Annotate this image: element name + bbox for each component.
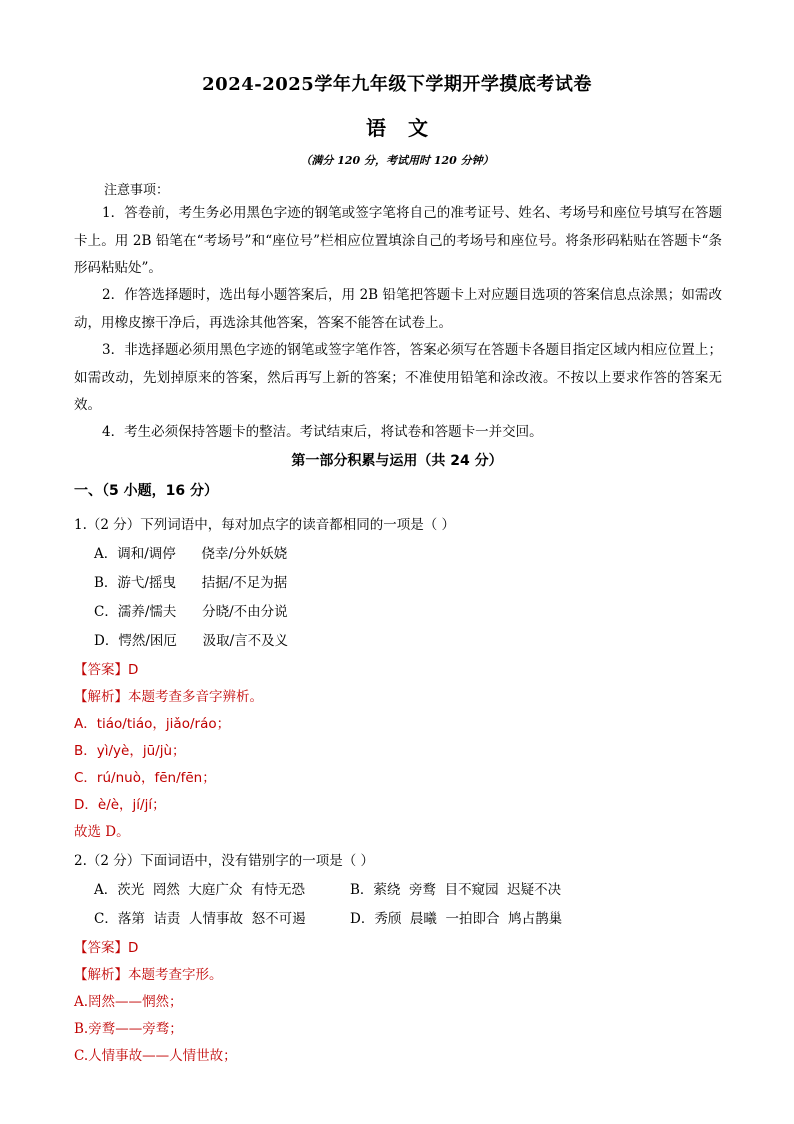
question-1-option-c: C．濡养/懦夫 分晓/不由分说 (94, 604, 288, 620)
analysis-text: 本题考查多音字辨析。 (128, 689, 263, 705)
section-heading: 一、（5 小题，16 分） (74, 483, 218, 499)
answer-value: D (128, 940, 139, 956)
question-2-analysis-line-a: A.罔然——惘然； (74, 994, 183, 1010)
question-1-analysis-line-a: A．tiáo/tiáo，jiǎo/ráo； (74, 716, 231, 732)
analysis-label: 【解析】 (74, 967, 128, 983)
question-1-analysis-line-c: C．rú/nuò，fēn/fēn； (74, 770, 216, 786)
answer-value: D (128, 662, 139, 678)
question-2-option-b: B．萦绕 旁鹜 目不窥园 迟疑不决 (350, 882, 562, 898)
part-title: 第一部分积累与运用（共 24 分） (291, 453, 503, 469)
notice-heading: 注意事项： (104, 183, 170, 198)
analysis-text: 本题考查字形。 (128, 967, 223, 983)
notice-item-4: 4．考生必须保持答题卡的整洁。考试结束后，将试卷和答题卡一并交回。 (102, 424, 543, 440)
question-1-stem: 1.（2 分）下列词语中，每对加点字的读音都相同的一项是（ ） (74, 517, 456, 533)
notice-item-3: 3．非选择题必须用黑色字迹的钢笔或签字笔作答，答案必须写在答题卡各题目指定区域内相应位置上；如需改动，先划掉原来的答案，然后再写上新的答案；不准使用铅笔和涂改液。不按以上要求作答的答案无效。 (74, 342, 722, 413)
question-1-option-a: A．调和/调停 侥幸/分外妖娆 (94, 546, 288, 562)
analysis-label: 【解析】 (74, 689, 128, 705)
question-2-option-d: D．秀颀 晨曦 一拍即合 鸠占鹊巢 (350, 911, 563, 927)
answer-label: 【答案】 (74, 940, 128, 956)
question-1-option-d: D．愕然/困厄 汲取/言不及义 (94, 633, 289, 649)
question-2-analysis-line-b: B.旁鹜——旁骛； (74, 1021, 183, 1037)
question-2-option-c: C．落第 诘责 人情事故 怒不可遏 (94, 911, 306, 927)
question-1-conclusion: 故选 D。 (74, 824, 130, 840)
exam-title: 2024-2025学年九年级下学期开学摸底考试卷 (202, 74, 592, 95)
question-2-analysis (74, 963, 223, 983)
question-1-analysis (74, 685, 263, 705)
question-1-analysis-line-b: B．yì/yè，jū/jù； (74, 743, 186, 759)
question-1-option-b: B．游弋/摇曳 拮据/不足为据 (94, 575, 288, 591)
question-2-analysis-line-c: C.人情事故——人情世故； (74, 1048, 237, 1064)
question-1-analysis-line-d: D．è/è，jí/jí； (74, 797, 166, 813)
subject-title: 语文 (366, 116, 450, 140)
question-2-answer (74, 936, 138, 956)
question-1-answer (74, 658, 138, 678)
answer-label: 【答案】 (74, 662, 128, 678)
question-2-option-a: A．茨光 罔然 大庭广众 有恃无恐 (94, 882, 305, 898)
notice-item-1: 1．答卷前，考生务必用黑色字迹的钢笔或签字笔将自己的准考证号、姓名、考场号和座位号填写在答题卡上。用 2B 铅笔在“考场号”和“座位号”栏相应位置填涂自己的考场号和座位号。将条形码粘贴在答题卡“条形码粘贴处”。 (74, 205, 722, 276)
exam-info: （满分 120 分，考试用时 120 分钟） (300, 154, 494, 167)
question-2-stem: 2.（2 分）下面词语中，没有错别字的一项是（ ） (74, 853, 375, 869)
notice-item-2: 2．作答选择题时，选出每小题答案后，用 2B 铅笔把答题卡上对应题目选项的答案信息点涂黑；如需改动，用橡皮擦干净后，再选涂其他答案，答案不能答在试卷上。 (74, 287, 722, 331)
